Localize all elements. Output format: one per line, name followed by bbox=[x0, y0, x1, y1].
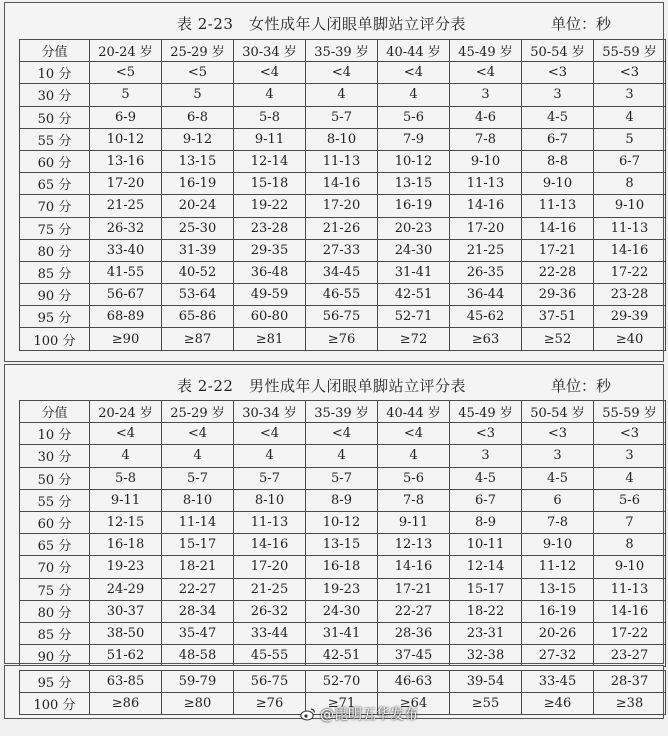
age-group-header: 45-49 岁 bbox=[450, 401, 522, 423]
time-range-cell: 27-32 bbox=[522, 645, 594, 667]
time-range-cell: 19-23 bbox=[90, 556, 162, 578]
time-range-cell: 4-5 bbox=[450, 467, 522, 489]
time-range-cell: 3 bbox=[594, 445, 666, 467]
time-range-cell: 42-51 bbox=[378, 284, 450, 306]
score-cell: 10 分 bbox=[20, 62, 90, 84]
time-range-cell: 12-13 bbox=[378, 534, 450, 556]
time-range-cell: 24-29 bbox=[90, 578, 162, 600]
table-row bbox=[20, 467, 666, 489]
time-range-cell: 22-27 bbox=[162, 578, 234, 600]
time-range-cell: ≥64 bbox=[378, 693, 450, 715]
time-range-cell: 3 bbox=[450, 445, 522, 467]
table-row bbox=[20, 445, 666, 467]
time-range-cell: ≥76 bbox=[234, 693, 306, 715]
time-range-cell: 11-13 bbox=[594, 217, 666, 239]
time-range-cell: 21-25 bbox=[234, 578, 306, 600]
time-range-cell: <5 bbox=[162, 62, 234, 84]
time-range-cell: 29-39 bbox=[594, 306, 666, 328]
time-range-cell: ≥76 bbox=[306, 328, 378, 350]
time-range-cell: 21-26 bbox=[306, 217, 378, 239]
time-range-cell: 4-5 bbox=[522, 106, 594, 128]
time-range-cell: ≥81 bbox=[234, 328, 306, 350]
time-range-cell: 11-13 bbox=[306, 150, 378, 172]
time-range-cell: 28-34 bbox=[162, 600, 234, 622]
time-range-cell: 5-7 bbox=[306, 106, 378, 128]
time-range-cell: 19-22 bbox=[234, 195, 306, 217]
age-group-header: 50-54 岁 bbox=[522, 401, 594, 423]
time-range-cell: 9-12 bbox=[162, 128, 234, 150]
time-range-cell: 33-44 bbox=[234, 622, 306, 644]
table-header-row bbox=[20, 401, 666, 423]
time-range-cell: 9-10 bbox=[594, 195, 666, 217]
time-range-cell: 48-58 bbox=[162, 645, 234, 667]
time-range-cell: 21-25 bbox=[90, 195, 162, 217]
male-table-unit: 单位：秒 bbox=[551, 377, 612, 395]
time-range-cell: 10-12 bbox=[306, 511, 378, 533]
table-row bbox=[20, 217, 666, 239]
time-range-cell: 65-86 bbox=[162, 306, 234, 328]
time-range-cell: <3 bbox=[594, 62, 666, 84]
table-row bbox=[20, 150, 666, 172]
time-range-cell: 22-27 bbox=[378, 600, 450, 622]
time-range-cell: 5-6 bbox=[378, 106, 450, 128]
age-group-header: 30-34 岁 bbox=[234, 40, 306, 62]
score-cell: 90 分 bbox=[20, 645, 90, 667]
age-group-header: 25-29 岁 bbox=[162, 40, 234, 62]
score-cell: 100 分 bbox=[20, 693, 90, 715]
time-range-cell: 14-16 bbox=[306, 173, 378, 195]
female-table-header bbox=[5, 3, 663, 39]
time-range-cell: ≥46 bbox=[522, 693, 594, 715]
time-range-cell: ≥38 bbox=[594, 693, 666, 715]
table-row bbox=[20, 622, 666, 644]
score-cell: 50 分 bbox=[20, 467, 90, 489]
age-group-header: 55-59 岁 bbox=[594, 40, 666, 62]
age-group-header: 20-24 岁 bbox=[90, 40, 162, 62]
time-range-cell: 17-22 bbox=[594, 622, 666, 644]
table-row bbox=[20, 261, 666, 283]
time-range-cell: <4 bbox=[378, 423, 450, 445]
time-range-cell: 17-20 bbox=[90, 173, 162, 195]
time-range-cell: 4 bbox=[162, 445, 234, 467]
time-range-cell: ≥80 bbox=[162, 693, 234, 715]
time-range-cell: <4 bbox=[234, 62, 306, 84]
time-range-cell: 12-15 bbox=[90, 511, 162, 533]
score-column-header: 分值 bbox=[20, 401, 90, 423]
time-range-cell: ≥72 bbox=[378, 328, 450, 350]
time-range-cell: 13-15 bbox=[162, 150, 234, 172]
time-range-cell: 23-31 bbox=[450, 622, 522, 644]
time-range-cell: <4 bbox=[306, 62, 378, 84]
time-range-cell: 41-55 bbox=[90, 261, 162, 283]
score-cell: 100 分 bbox=[20, 328, 90, 350]
time-range-cell: 63-85 bbox=[90, 671, 162, 693]
table-row bbox=[20, 195, 666, 217]
time-range-cell: 9-11 bbox=[90, 489, 162, 511]
time-range-cell: 40-52 bbox=[162, 261, 234, 283]
time-range-cell: 10-12 bbox=[90, 128, 162, 150]
time-range-cell: 24-30 bbox=[306, 600, 378, 622]
time-range-cell: 6-9 bbox=[90, 106, 162, 128]
time-range-cell: 15-17 bbox=[450, 578, 522, 600]
time-range-cell: 29-35 bbox=[234, 239, 306, 261]
time-range-cell: <4 bbox=[378, 62, 450, 84]
time-range-cell: 28-36 bbox=[378, 622, 450, 644]
age-group-header: 35-39 岁 bbox=[306, 40, 378, 62]
time-range-cell: 53-64 bbox=[162, 284, 234, 306]
time-range-cell: 37-45 bbox=[378, 645, 450, 667]
time-range-cell: ≥90 bbox=[90, 328, 162, 350]
time-range-cell: 4-6 bbox=[450, 106, 522, 128]
time-range-cell: 5-7 bbox=[162, 467, 234, 489]
time-range-cell: 17-22 bbox=[594, 261, 666, 283]
time-range-cell: 46-55 bbox=[306, 284, 378, 306]
time-range-cell: 14-16 bbox=[594, 600, 666, 622]
time-range-cell: <4 bbox=[234, 423, 306, 445]
time-range-cell: 6-7 bbox=[594, 150, 666, 172]
time-range-cell: 8-9 bbox=[306, 489, 378, 511]
time-range-cell: 11-13 bbox=[522, 195, 594, 217]
time-range-cell: 3 bbox=[594, 84, 666, 106]
time-range-cell: 33-45 bbox=[522, 671, 594, 693]
time-range-cell: 46-63 bbox=[378, 671, 450, 693]
table-row bbox=[20, 106, 666, 128]
table-row bbox=[20, 489, 666, 511]
time-range-cell: <4 bbox=[90, 423, 162, 445]
time-range-cell: 3 bbox=[522, 84, 594, 106]
time-range-cell: 10-12 bbox=[378, 150, 450, 172]
time-range-cell: 12-14 bbox=[450, 556, 522, 578]
time-range-cell: 16-18 bbox=[306, 556, 378, 578]
age-group-header: 45-49 岁 bbox=[450, 40, 522, 62]
time-range-cell: 17-21 bbox=[378, 578, 450, 600]
time-range-cell: 52-70 bbox=[306, 671, 378, 693]
time-range-cell: <3 bbox=[450, 423, 522, 445]
time-range-cell: 14-16 bbox=[378, 556, 450, 578]
score-cell: 10 分 bbox=[20, 423, 90, 445]
table-row bbox=[20, 534, 666, 556]
time-range-cell: ≥87 bbox=[162, 328, 234, 350]
score-cell: 95 分 bbox=[20, 306, 90, 328]
time-range-cell: 11-13 bbox=[594, 578, 666, 600]
time-range-cell: 7-8 bbox=[378, 489, 450, 511]
time-range-cell: 8-10 bbox=[306, 128, 378, 150]
time-range-cell: 4 bbox=[594, 467, 666, 489]
time-range-cell: ≥40 bbox=[594, 328, 666, 350]
time-range-cell: 68-89 bbox=[90, 306, 162, 328]
table-row bbox=[20, 600, 666, 622]
table-row bbox=[20, 84, 666, 106]
female-table-unit: 单位：秒 bbox=[551, 15, 612, 33]
time-range-cell: 5 bbox=[594, 128, 666, 150]
time-range-cell: 11-13 bbox=[234, 511, 306, 533]
time-range-cell: 37-51 bbox=[522, 306, 594, 328]
time-range-cell: 9-10 bbox=[522, 534, 594, 556]
time-range-cell: 9-10 bbox=[450, 150, 522, 172]
time-range-cell: ≥52 bbox=[522, 328, 594, 350]
score-cell: 70 分 bbox=[20, 556, 90, 578]
table-row bbox=[20, 578, 666, 600]
time-range-cell: 6-8 bbox=[162, 106, 234, 128]
table-row bbox=[20, 173, 666, 195]
time-range-cell: 20-24 bbox=[162, 195, 234, 217]
time-range-cell: 8-10 bbox=[162, 489, 234, 511]
time-range-cell: 7-8 bbox=[522, 511, 594, 533]
score-cell: 95 分 bbox=[20, 671, 90, 693]
time-range-cell: 33-40 bbox=[90, 239, 162, 261]
time-range-cell: 20-23 bbox=[378, 217, 450, 239]
time-range-cell: <5 bbox=[90, 62, 162, 84]
watermark-text: @昆明五华发布 bbox=[320, 707, 418, 723]
time-range-cell: 32-38 bbox=[450, 645, 522, 667]
time-range-cell: 36-48 bbox=[234, 261, 306, 283]
time-range-cell: 4 bbox=[90, 445, 162, 467]
time-range-cell: 25-30 bbox=[162, 217, 234, 239]
time-range-cell: 13-15 bbox=[378, 173, 450, 195]
time-range-cell: 5 bbox=[90, 84, 162, 106]
table-row bbox=[20, 128, 666, 150]
age-group-header: 50-54 岁 bbox=[522, 40, 594, 62]
time-range-cell: <4 bbox=[162, 423, 234, 445]
table-row bbox=[20, 556, 666, 578]
score-cell: 30 分 bbox=[20, 445, 90, 467]
time-range-cell: 49-59 bbox=[234, 284, 306, 306]
time-range-cell: ≥63 bbox=[450, 328, 522, 350]
time-range-cell: 5-8 bbox=[234, 106, 306, 128]
time-range-cell: 5 bbox=[162, 84, 234, 106]
time-range-cell: 17-20 bbox=[234, 556, 306, 578]
time-range-cell: <3 bbox=[522, 62, 594, 84]
score-cell: 70 分 bbox=[20, 195, 90, 217]
table-row bbox=[20, 306, 666, 328]
time-range-cell: 5-7 bbox=[306, 467, 378, 489]
score-cell: 80 分 bbox=[20, 600, 90, 622]
time-range-cell: 17-20 bbox=[450, 217, 522, 239]
time-range-cell: 5-7 bbox=[234, 467, 306, 489]
table-row bbox=[20, 423, 666, 445]
time-range-cell: 17-21 bbox=[522, 239, 594, 261]
time-range-cell: 26-32 bbox=[234, 600, 306, 622]
table-row bbox=[20, 284, 666, 306]
time-range-cell: 60-80 bbox=[234, 306, 306, 328]
score-cell: 75 分 bbox=[20, 217, 90, 239]
table-row bbox=[20, 239, 666, 261]
time-range-cell: 31-41 bbox=[306, 622, 378, 644]
age-group-header: 35-39 岁 bbox=[306, 401, 378, 423]
time-range-cell: 14-16 bbox=[450, 195, 522, 217]
age-group-header: 55-59 岁 bbox=[594, 401, 666, 423]
time-range-cell: 59-79 bbox=[162, 671, 234, 693]
table-row bbox=[20, 62, 666, 84]
table-header-row bbox=[20, 40, 666, 62]
time-range-cell: 9-11 bbox=[378, 511, 450, 533]
table-row bbox=[20, 645, 666, 667]
time-range-cell: 8-9 bbox=[450, 511, 522, 533]
table-row bbox=[20, 671, 666, 693]
time-range-cell: 9-11 bbox=[234, 128, 306, 150]
female-table-title: 表 2-23 女性成年人闭眼单脚站立评分表 bbox=[177, 15, 466, 33]
time-range-cell: 28-37 bbox=[594, 671, 666, 693]
time-range-cell: 23-28 bbox=[234, 217, 306, 239]
time-range-cell: 24-30 bbox=[378, 239, 450, 261]
time-range-cell: 9-10 bbox=[522, 173, 594, 195]
time-range-cell: ≥86 bbox=[90, 693, 162, 715]
time-range-cell: 4 bbox=[306, 445, 378, 467]
score-cell: 75 分 bbox=[20, 578, 90, 600]
age-group-header: 20-24 岁 bbox=[90, 401, 162, 423]
time-range-cell: 8-10 bbox=[234, 489, 306, 511]
score-cell: 65 分 bbox=[20, 534, 90, 556]
time-range-cell: 16-18 bbox=[90, 534, 162, 556]
time-range-cell: 31-41 bbox=[378, 261, 450, 283]
watermark bbox=[300, 704, 418, 724]
male-table-title: 表 2-22 男性成年人闭眼单脚站立评分表 bbox=[177, 377, 466, 395]
time-range-cell: 4 bbox=[594, 106, 666, 128]
score-cell: 85 分 bbox=[20, 261, 90, 283]
time-range-cell: 56-67 bbox=[90, 284, 162, 306]
time-range-cell: 27-33 bbox=[306, 239, 378, 261]
time-range-cell: <3 bbox=[594, 423, 666, 445]
time-range-cell: 4-5 bbox=[522, 467, 594, 489]
time-range-cell: 29-36 bbox=[522, 284, 594, 306]
time-range-cell: 22-28 bbox=[522, 261, 594, 283]
time-range-cell: 15-18 bbox=[234, 173, 306, 195]
time-range-cell: 11-14 bbox=[162, 511, 234, 533]
time-range-cell: 3 bbox=[522, 445, 594, 467]
time-range-cell: 12-14 bbox=[234, 150, 306, 172]
score-cell: 50 分 bbox=[20, 106, 90, 128]
time-range-cell: 45-62 bbox=[450, 306, 522, 328]
score-column-header: 分值 bbox=[20, 40, 90, 62]
time-range-cell: 21-25 bbox=[450, 239, 522, 261]
time-range-cell: 11-12 bbox=[522, 556, 594, 578]
time-range-cell: <4 bbox=[306, 423, 378, 445]
weibo-icon bbox=[300, 707, 316, 721]
time-range-cell: 23-27 bbox=[594, 645, 666, 667]
time-range-cell: 56-75 bbox=[306, 306, 378, 328]
time-range-cell: <4 bbox=[450, 62, 522, 84]
male-score-table bbox=[19, 400, 666, 667]
time-range-cell: 4 bbox=[306, 84, 378, 106]
time-range-cell: 4 bbox=[234, 84, 306, 106]
time-range-cell: 56-75 bbox=[234, 671, 306, 693]
time-range-cell: 5-8 bbox=[90, 467, 162, 489]
time-range-cell: 17-20 bbox=[306, 195, 378, 217]
time-range-cell: 11-13 bbox=[450, 173, 522, 195]
score-cell: 60 分 bbox=[20, 511, 90, 533]
time-range-cell: 38-50 bbox=[90, 622, 162, 644]
time-range-cell: 6 bbox=[522, 489, 594, 511]
time-range-cell: 42-51 bbox=[306, 645, 378, 667]
score-cell: 65 分 bbox=[20, 173, 90, 195]
time-range-cell: 7-9 bbox=[378, 128, 450, 150]
time-range-cell: 5-6 bbox=[378, 467, 450, 489]
time-range-cell: 26-32 bbox=[90, 217, 162, 239]
time-range-cell: 16-19 bbox=[378, 195, 450, 217]
time-range-cell: 51-62 bbox=[90, 645, 162, 667]
male-score-panel bbox=[4, 364, 664, 664]
age-group-header: 25-29 岁 bbox=[162, 401, 234, 423]
time-range-cell: 16-19 bbox=[162, 173, 234, 195]
time-range-cell: 14-16 bbox=[594, 239, 666, 261]
time-range-cell: 14-16 bbox=[522, 217, 594, 239]
time-range-cell: 35-47 bbox=[162, 622, 234, 644]
time-range-cell: ≥55 bbox=[450, 693, 522, 715]
age-group-header: 40-44 岁 bbox=[378, 401, 450, 423]
time-range-cell: 8 bbox=[594, 534, 666, 556]
time-range-cell: 18-21 bbox=[162, 556, 234, 578]
time-range-cell: 39-54 bbox=[450, 671, 522, 693]
female-score-table bbox=[19, 39, 666, 351]
time-range-cell: 20-26 bbox=[522, 622, 594, 644]
time-range-cell: 16-19 bbox=[522, 600, 594, 622]
score-cell: 85 分 bbox=[20, 622, 90, 644]
age-group-header: 40-44 岁 bbox=[378, 40, 450, 62]
time-range-cell: 18-22 bbox=[450, 600, 522, 622]
score-cell: 90 分 bbox=[20, 284, 90, 306]
time-range-cell: 13-15 bbox=[306, 534, 378, 556]
time-range-cell: 6-7 bbox=[450, 489, 522, 511]
score-cell: 80 分 bbox=[20, 239, 90, 261]
age-group-header: 30-34 岁 bbox=[234, 401, 306, 423]
time-range-cell: 15-17 bbox=[162, 534, 234, 556]
time-range-cell: 4 bbox=[234, 445, 306, 467]
female-score-panel bbox=[4, 2, 664, 362]
table-row bbox=[20, 328, 666, 350]
male-table-header bbox=[5, 365, 663, 401]
time-range-cell: 31-39 bbox=[162, 239, 234, 261]
time-range-cell: 36-44 bbox=[450, 284, 522, 306]
time-range-cell: 10-11 bbox=[450, 534, 522, 556]
time-range-cell: 9-10 bbox=[594, 556, 666, 578]
time-range-cell: 3 bbox=[450, 84, 522, 106]
time-range-cell: 8 bbox=[594, 173, 666, 195]
time-range-cell: <3 bbox=[522, 423, 594, 445]
time-range-cell: 19-23 bbox=[306, 578, 378, 600]
time-range-cell: 26-35 bbox=[450, 261, 522, 283]
time-range-cell: 5-6 bbox=[594, 489, 666, 511]
time-range-cell: 7 bbox=[594, 511, 666, 533]
score-cell: 55 分 bbox=[20, 489, 90, 511]
time-range-cell: 4 bbox=[378, 445, 450, 467]
time-range-cell: 14-16 bbox=[234, 534, 306, 556]
time-range-cell: 13-15 bbox=[522, 578, 594, 600]
time-range-cell: 52-71 bbox=[378, 306, 450, 328]
time-range-cell: 13-16 bbox=[90, 150, 162, 172]
time-range-cell: 8-8 bbox=[522, 150, 594, 172]
time-range-cell: 34-45 bbox=[306, 261, 378, 283]
time-range-cell: 30-37 bbox=[90, 600, 162, 622]
time-range-cell: 7-8 bbox=[450, 128, 522, 150]
time-range-cell: 4 bbox=[378, 84, 450, 106]
time-range-cell: 23-28 bbox=[594, 284, 666, 306]
table-row bbox=[20, 511, 666, 533]
score-cell: 30 分 bbox=[20, 84, 90, 106]
score-cell: 55 分 bbox=[20, 128, 90, 150]
time-range-cell: ≥71 bbox=[306, 693, 378, 715]
score-cell: 60 分 bbox=[20, 150, 90, 172]
time-range-cell: 45-55 bbox=[234, 645, 306, 667]
time-range-cell: 6-7 bbox=[522, 128, 594, 150]
